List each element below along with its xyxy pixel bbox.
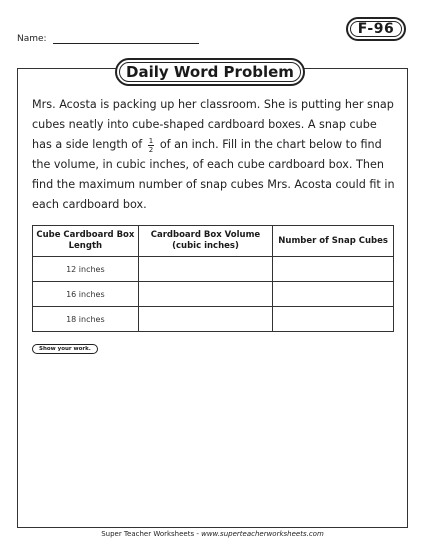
table-header-row [33,226,394,257]
cell-volume-input[interactable] [138,257,273,282]
problem-part-2: of an inch. Fill in the chart below to find the volume, in cubic inches, of each cube cardboard box. Then find the maximum number of snap cubes Mrs. Acosta could fit in each cardboard box. [32,138,395,211]
header-box-length: Cube Cardboard Box Length [33,226,139,257]
answer-table [32,225,394,332]
table-row [33,307,394,332]
fraction-one-half [148,137,154,154]
cell-cubes-input[interactable] [273,257,394,282]
problem-part-1: Mrs. Acosta is packing up her classroom. She is putting her snap cubes neatly into cube-shaped cardboard boxes. A snap cube has a side length of [32,98,394,151]
cell-volume-input[interactable] [138,307,273,332]
worksheet-code: F-96 [357,21,395,37]
fraction-numerator: 1 [148,136,154,145]
title-banner [115,58,305,86]
problem-text [32,95,397,215]
cell-length: 18 inches [33,307,139,332]
page-title: Daily Word Problem [126,63,294,81]
cell-cubes-input[interactable] [273,282,394,307]
table-row [33,257,394,282]
cell-length: 16 inches [33,282,139,307]
worksheet-code-badge [346,17,406,41]
header-box-volume: Cardboard Box Volume (cubic inches) [138,226,273,257]
cell-cubes-input[interactable] [273,307,394,332]
cell-volume-input[interactable] [138,282,273,307]
footer-publisher: Super Teacher Worksheets - [101,530,202,538]
cell-length: 12 inches [33,257,139,282]
table-row [33,282,394,307]
header-snap-cubes: Number of Snap Cubes [273,226,394,257]
footer [0,530,425,538]
show-your-work-label: Show your work. [32,344,98,354]
name-line[interactable] [53,43,199,44]
footer-url: www.superteacherworksheets.com [201,530,324,538]
name-label: Name: [17,34,47,44]
fraction-denominator: 2 [148,145,154,154]
